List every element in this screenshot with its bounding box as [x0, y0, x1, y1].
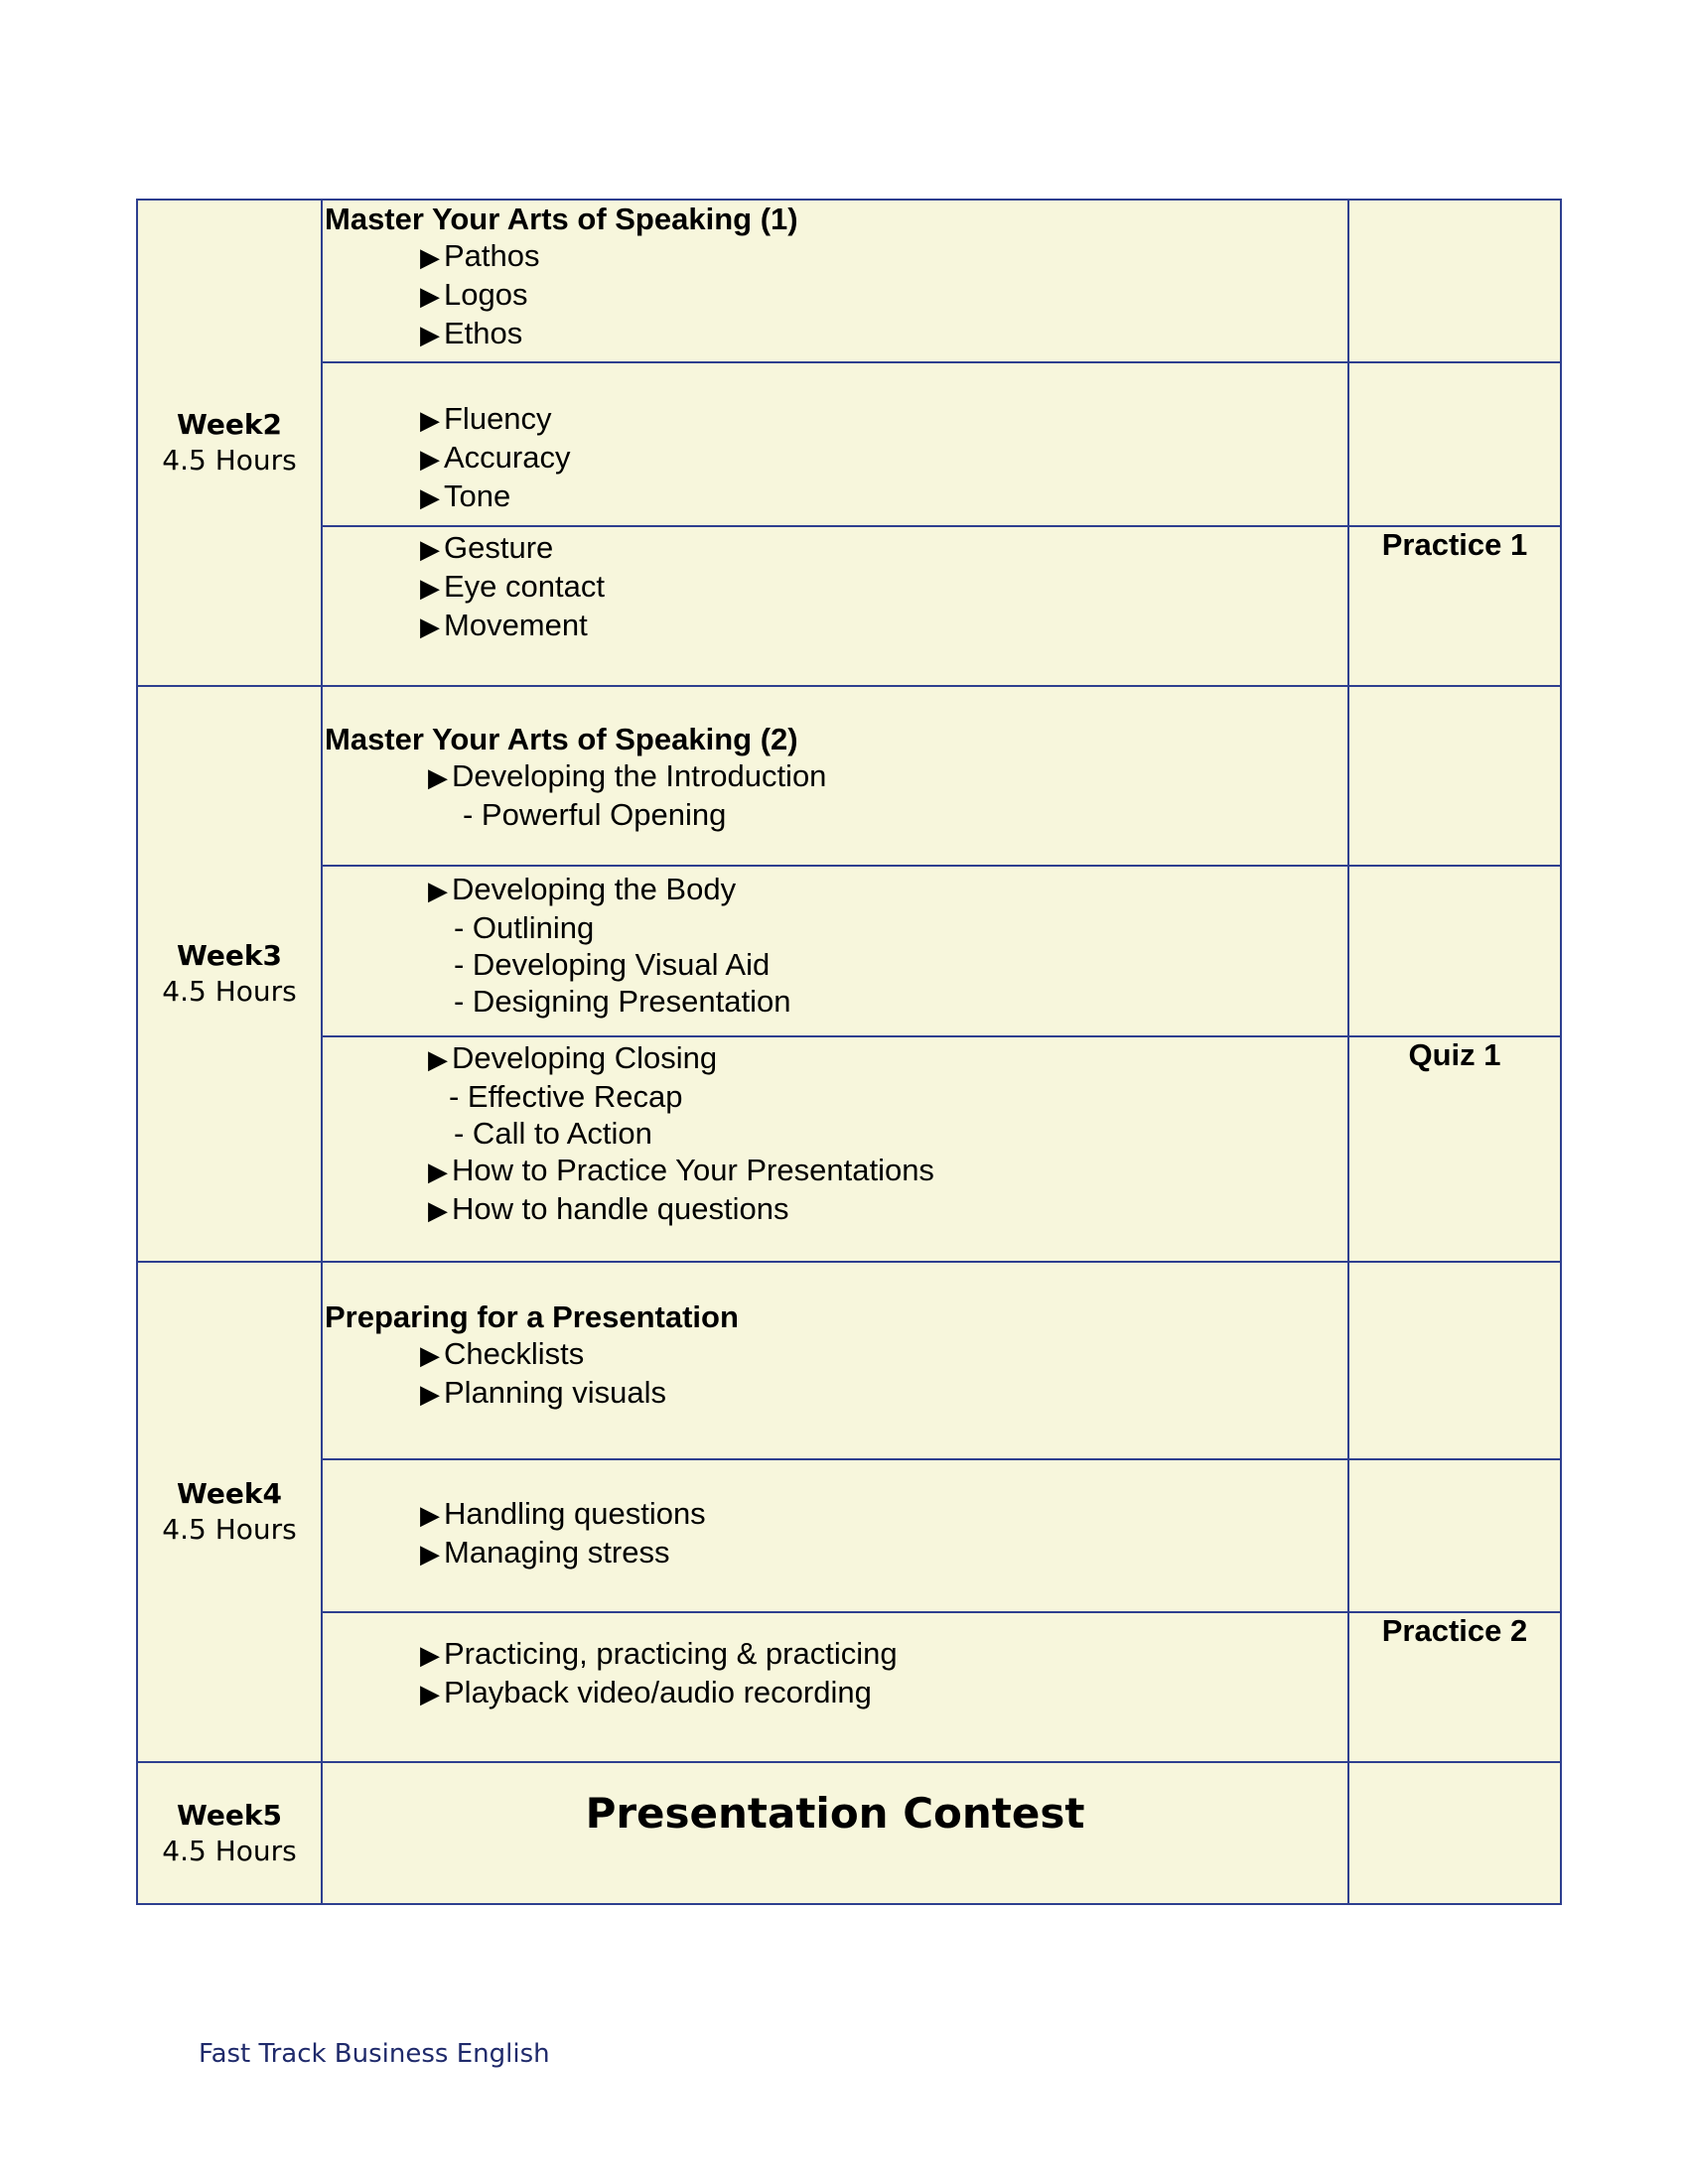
play-arrow-icon: ▶: [420, 1539, 440, 1570]
table-row: [137, 1262, 1561, 1460]
play-arrow-icon: ▶: [420, 1639, 440, 1670]
week-label: Week4: [177, 1477, 282, 1511]
assessment-cell: [1348, 362, 1561, 527]
play-arrow-icon: ▶: [420, 534, 440, 565]
sub-item: - Call to Action: [454, 1115, 652, 1151]
play-arrow-icon: ▶: [420, 612, 440, 642]
topic-cell: [322, 866, 1348, 1036]
list-item: ▶ Practicing, practicing & practicing: [420, 1635, 898, 1671]
list-item: ▶ Gesture: [420, 530, 554, 566]
assessment-cell: [1348, 1762, 1561, 1904]
play-arrow-icon: ▶: [428, 1043, 448, 1074]
contest-cell: [322, 1762, 1348, 1904]
play-arrow-icon: ▶: [420, 443, 440, 474]
topic-heading: Master Your Arts of Speaking (2): [325, 721, 798, 756]
assessment-cell-practice-1: Practice 1: [1348, 526, 1561, 686]
topic-cell: [322, 1036, 1348, 1262]
list-item: ▶ Ethos: [420, 316, 523, 350]
sub-item: - Effective Recap: [449, 1078, 683, 1114]
list-item: ▶ Eye contact: [420, 569, 605, 605]
list-item: ▶ Managing stress: [420, 1535, 670, 1570]
list-item: ▶ Movement: [420, 608, 588, 643]
play-arrow-icon: ▶: [420, 242, 440, 272]
list-item: ▶ Tone: [420, 478, 511, 513]
week-cell: [137, 1262, 322, 1763]
assessment-cell: [1348, 686, 1561, 867]
week-label: Week5: [177, 1798, 282, 1832]
topic-cell: [322, 526, 1348, 686]
assessment-cell: [1348, 200, 1561, 362]
table-row: [137, 362, 1561, 527]
presentation-contest-title: Presentation Contest: [585, 1789, 1085, 1839]
topic-cell: [322, 686, 1348, 867]
assessment-cell-quiz-1: Quiz 1: [1348, 1036, 1561, 1262]
topic-cell: [322, 1262, 1348, 1460]
play-arrow-icon: ▶: [420, 481, 440, 512]
list-item: ▶ Accuracy: [420, 439, 571, 475]
week-label: Week2: [177, 407, 282, 441]
sub-item: - Outlining: [454, 910, 595, 946]
table-row: [137, 1036, 1561, 1262]
list-item: ▶ How to handle questions: [428, 1190, 789, 1226]
play-arrow-icon: ▶: [420, 404, 440, 435]
list-item: ▶ Developing the Body: [428, 872, 737, 907]
table-row: [137, 1612, 1561, 1763]
table-row: [137, 1459, 1561, 1612]
list-item: ▶ Handling questions: [420, 1496, 706, 1532]
play-arrow-icon: ▶: [428, 1194, 448, 1225]
play-arrow-icon: ▶: [428, 1156, 448, 1186]
assessment-cell-practice-2: Practice 2: [1348, 1612, 1561, 1763]
play-arrow-icon: ▶: [420, 1339, 440, 1370]
sub-item: - Powerful Opening: [463, 796, 727, 832]
list-item: ▶ Logos: [420, 277, 528, 312]
play-arrow-icon: ▶: [420, 573, 440, 604]
play-arrow-icon: ▶: [420, 281, 440, 311]
topic-cell: [322, 1459, 1348, 1612]
list-item: ▶ Checklists: [420, 1335, 585, 1371]
week-cell: [137, 1762, 322, 1904]
topic-heading: Preparing for a Presentation: [325, 1298, 739, 1334]
sub-item: - Designing Presentation: [454, 984, 791, 1020]
topic-heading: Master Your Arts of Speaking (1): [325, 202, 798, 236]
week-hours: 4.5 Hours: [162, 443, 297, 477]
week-cell: [137, 200, 322, 686]
list-item: ▶ Fluency: [420, 400, 552, 436]
table-row: [137, 200, 1561, 362]
footer-text: Fast Track Business English: [199, 2039, 550, 2069]
list-item: ▶ Pathos: [420, 238, 540, 273]
course-schedule-table: [136, 199, 1562, 1905]
list-item: ▶ How to Practice Your Presentations: [428, 1152, 934, 1187]
list-item: ▶ Developing Closing: [428, 1039, 718, 1075]
week-hours: 4.5 Hours: [162, 1513, 297, 1547]
week-hours: 4.5 Hours: [162, 1834, 297, 1867]
week-label: Week3: [177, 938, 282, 972]
week-cell: [137, 686, 322, 1262]
play-arrow-icon: ▶: [428, 761, 448, 792]
assessment-cell: [1348, 1262, 1561, 1460]
topic-cell: [322, 362, 1348, 527]
play-arrow-icon: ▶: [420, 1678, 440, 1708]
table-row: [137, 686, 1561, 867]
play-arrow-icon: ▶: [420, 320, 440, 349]
topic-cell: [322, 200, 1348, 362]
week-hours: 4.5 Hours: [162, 974, 297, 1008]
play-arrow-icon: ▶: [420, 1378, 440, 1409]
play-arrow-icon: ▶: [428, 876, 448, 906]
table-row: [137, 1762, 1561, 1904]
topic-cell: [322, 1612, 1348, 1763]
list-item: ▶ Planning visuals: [420, 1374, 667, 1410]
play-arrow-icon: ▶: [420, 1500, 440, 1531]
assessment-cell: [1348, 1459, 1561, 1612]
assessment-cell: [1348, 866, 1561, 1036]
list-item: ▶ Developing the Introduction: [428, 757, 827, 793]
sub-item: - Developing Visual Aid: [454, 947, 771, 983]
table-row: [137, 526, 1561, 686]
table-row: [137, 866, 1561, 1036]
list-item: ▶ Playback video/audio recording: [420, 1674, 872, 1709]
